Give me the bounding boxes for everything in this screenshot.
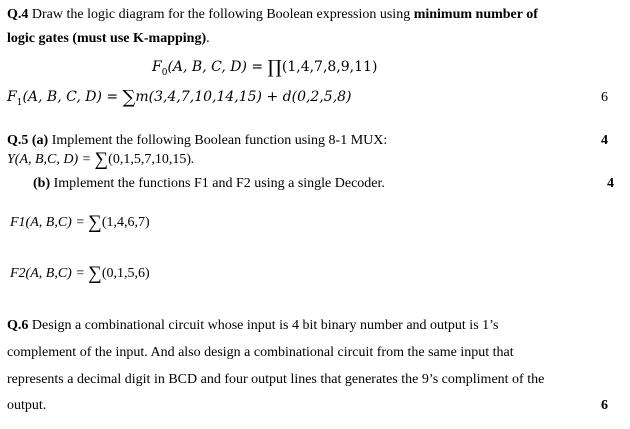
q4-f1-name: F	[7, 89, 17, 105]
q5-y-expression	[7, 149, 194, 171]
q4-f1-args: (A, B, C, D) =	[22, 89, 123, 105]
q4-bold-a: minimum number of	[413, 7, 538, 22]
q5-part-a-marks: 4	[601, 133, 608, 148]
q4-f0-terms: (1,4,7,8,9,11)	[281, 59, 378, 75]
q5-part-a	[7, 133, 387, 149]
q4-number: Q.4	[7, 7, 29, 22]
q6-line-1	[7, 318, 498, 334]
product-of-sums-symbol: ∏	[267, 57, 282, 78]
sum-symbol: ∑	[88, 212, 102, 233]
q5-part-a-label: (a)	[31, 133, 49, 148]
q5-part-b-label: (b)	[33, 176, 51, 191]
q5-f1-expression	[10, 212, 150, 234]
q4-text-b: .	[206, 31, 210, 46]
q5-y-terms: (0,1,5,7,10,15)	[108, 152, 191, 167]
q5-part-b	[33, 176, 385, 192]
sum-symbol: ∑	[88, 263, 102, 284]
sum-symbol: ∑	[94, 149, 109, 170]
q5-f1-terms: (1,4,6,7)	[101, 215, 150, 230]
q6-line-2: complement of the input. And also design a combinational circuit from the same input that	[7, 345, 514, 360]
q6-line-3: represents a decimal digit in BCD and four output lines that generates the 9’s compliment of the	[7, 372, 545, 387]
q4-f0-sub: 0	[161, 68, 168, 78]
q4-f1-terms: m(3,4,7,10,14,15) + d(0,2,5,8)	[135, 89, 352, 105]
q4-line-2	[7, 31, 210, 47]
q4-marks: 6	[601, 90, 608, 105]
q4-text-a: Draw the logic diagram for the following Boolean expression using	[28, 7, 414, 22]
q4-f1-sub: 1	[16, 98, 23, 108]
q5-part-a-text: Implement the following Boolean function using 8-1 MUX:	[48, 133, 388, 148]
q5-f1-lhs: F1(A, B,C) =	[10, 215, 89, 230]
q6-marks: 6	[601, 398, 608, 413]
q4-f0-name: F	[152, 59, 162, 75]
q5-f2-lhs: F2(A, B,C) =	[10, 266, 89, 281]
q5-y-lhs: Y(A, B,C, D) =	[7, 152, 95, 167]
q5-f2-terms: (0,1,5,6)	[101, 266, 150, 281]
q6-line-1-text: Design a combinational circuit whose input is 4 bit binary number and output is 1’s	[28, 318, 499, 333]
sum-symbol: ∑	[122, 87, 136, 108]
q5-y-end: .	[190, 152, 195, 167]
q4-bold-b: logic gates (must use K-mapping)	[7, 31, 207, 46]
q4-line-1	[7, 7, 538, 23]
q6-number: Q.6	[7, 318, 29, 333]
q5-part-b-text: Implement the functions F1 and F2 using a single Decoder.	[53, 176, 385, 191]
q4-f1-expression	[7, 87, 352, 108]
q5-number: Q.5	[7, 133, 29, 148]
q4-f0-expression	[152, 57, 377, 78]
q5-f2-expression	[10, 263, 150, 285]
q5-part-b-marks: 4	[607, 176, 614, 191]
q6-line-4: output.	[7, 398, 47, 413]
q4-f0-args: (A, B, C, D) =	[167, 59, 268, 75]
